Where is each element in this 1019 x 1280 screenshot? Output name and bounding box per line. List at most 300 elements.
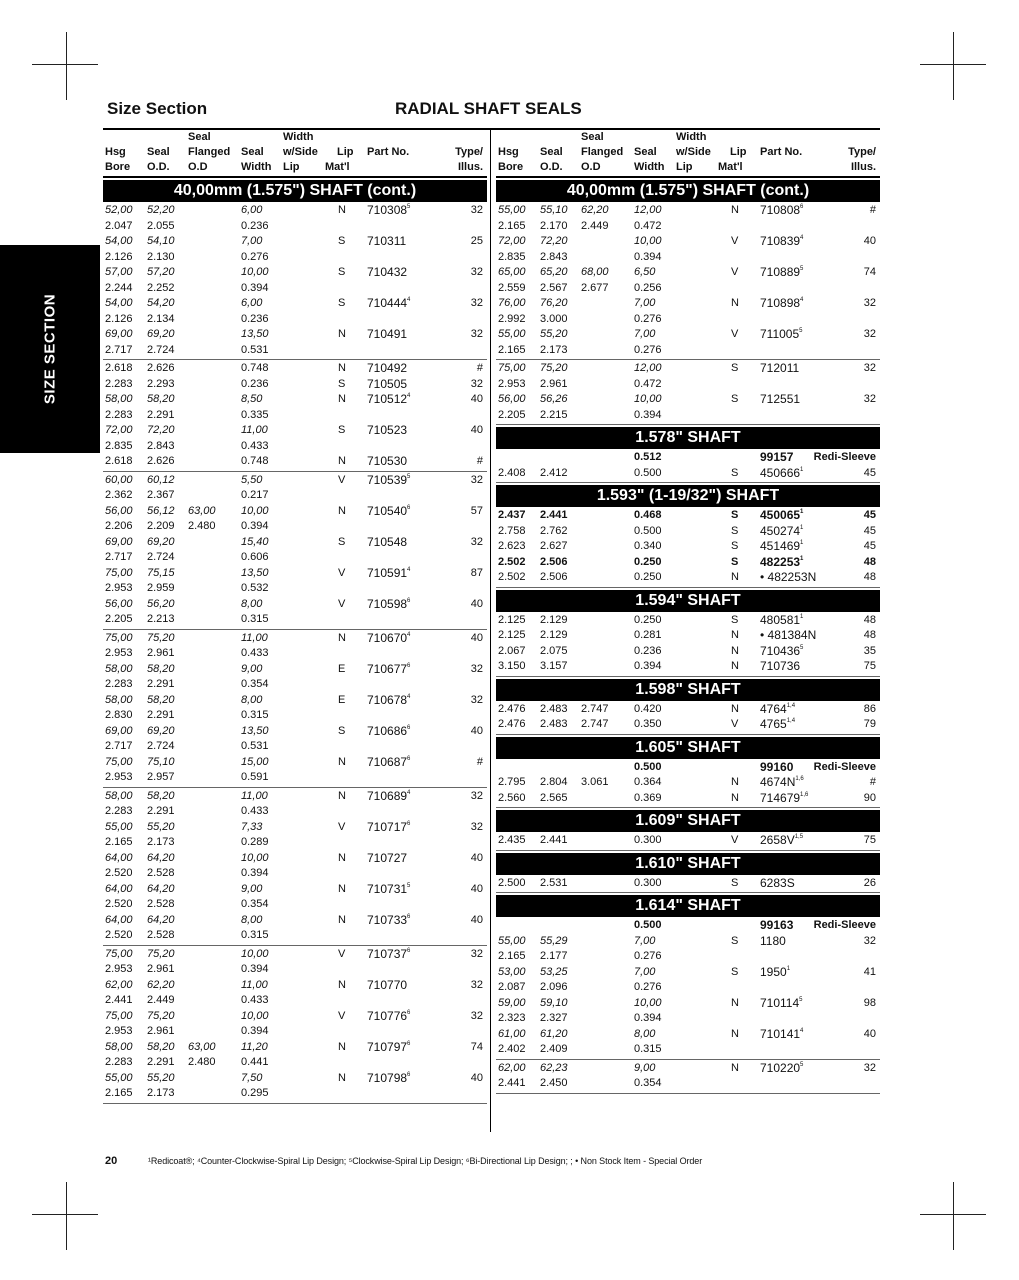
type-illus: 40 bbox=[863, 235, 876, 247]
inch-line bbox=[496, 644, 880, 660]
inch-line bbox=[103, 1055, 487, 1071]
seal-od: 75,20 bbox=[147, 1009, 175, 1022]
hsg-bore: 75,00 bbox=[105, 947, 133, 960]
hsg-bore: 2.165 bbox=[498, 343, 526, 356]
type-illus: 32 bbox=[470, 377, 483, 390]
part-number: 710839$^4$ bbox=[760, 234, 804, 248]
type-illus: # bbox=[869, 204, 876, 216]
row-group bbox=[496, 832, 880, 851]
inch-line bbox=[496, 717, 880, 733]
part-number: 710798$^6$ bbox=[367, 1070, 411, 1085]
table-row bbox=[496, 296, 880, 327]
table-body bbox=[496, 180, 880, 1094]
hsg-bore: 64,00 bbox=[105, 851, 133, 864]
type-illus: 40 bbox=[863, 1027, 876, 1040]
table-row bbox=[103, 947, 487, 978]
lip-material: S bbox=[338, 235, 346, 247]
type-illus: # bbox=[869, 776, 876, 788]
left-column bbox=[103, 130, 487, 1104]
metric-line bbox=[103, 755, 487, 771]
seal-width: 0.394 bbox=[634, 408, 662, 421]
table-row bbox=[103, 820, 487, 851]
table-row bbox=[103, 361, 487, 377]
inch-line bbox=[496, 702, 880, 718]
footnote-ref: 6 bbox=[407, 820, 411, 827]
lip-material: N bbox=[731, 1061, 739, 1074]
lip-material: V bbox=[338, 597, 346, 610]
metric-line bbox=[496, 1027, 880, 1043]
part-number: 710678$^4$ bbox=[367, 692, 411, 707]
hsg-bore: 76,00 bbox=[498, 297, 526, 309]
seal-width: 0.420 bbox=[634, 702, 662, 715]
seal-od: 2.252 bbox=[147, 281, 175, 294]
type-illus: # bbox=[476, 455, 483, 467]
hsg-bore: 2.437 bbox=[498, 509, 526, 521]
hsg-bore: 2.126 bbox=[105, 250, 133, 263]
footnotes: ¹Redicoat®; ⁴Counter-Clockwise-Spiral Lip Design; ⁵Clockwise-Spiral Lip Design; ⁶Bi-Directional Lip Design; ; • Non Stock Item - Special Order bbox=[148, 1156, 703, 1166]
row-group bbox=[496, 202, 880, 360]
row-group bbox=[496, 1060, 880, 1094]
seal-width: 10,00 bbox=[241, 851, 269, 864]
seal-width: 0.295 bbox=[241, 1087, 269, 1099]
type-illus: 40 bbox=[470, 913, 483, 926]
inch-line bbox=[103, 677, 487, 693]
lip-material: V bbox=[731, 718, 739, 730]
inch-line bbox=[103, 361, 487, 377]
type-illus: 32 bbox=[470, 473, 483, 486]
lip-material: N bbox=[731, 644, 739, 657]
table-row bbox=[103, 1071, 487, 1102]
lip-material: E bbox=[338, 662, 346, 675]
hsg-bore: 2.835 bbox=[105, 439, 133, 452]
seal-width: 0.394 bbox=[241, 520, 269, 532]
inch-line bbox=[103, 550, 487, 566]
seal-width: 0.354 bbox=[241, 678, 269, 690]
seal-width: 8,00 bbox=[634, 1027, 656, 1040]
inch-line bbox=[496, 1042, 880, 1058]
seal-width: 0.300 bbox=[634, 876, 662, 889]
part-number: 710737$^6$ bbox=[367, 946, 411, 961]
hsg-bore: 3.150 bbox=[498, 660, 526, 672]
seal-width: 0.591 bbox=[241, 771, 269, 783]
side-tab-label: SIZE SECTION bbox=[41, 293, 59, 405]
hsg-bore: 55,00 bbox=[498, 934, 526, 947]
type-illus: 40 bbox=[470, 424, 483, 436]
seal-width: 0.394 bbox=[241, 963, 269, 975]
hsg-bore: 2.476 bbox=[498, 718, 526, 730]
seal-od: 2.961 bbox=[147, 1025, 175, 1037]
metric-line bbox=[496, 203, 880, 219]
part-number: $4674N^{1,6}$ bbox=[760, 775, 804, 789]
hsg-bore: 55,00 bbox=[498, 204, 526, 216]
type-illus: 98 bbox=[863, 996, 876, 1009]
part-number: 710220$^5$ bbox=[760, 1060, 804, 1075]
part-number: 710770 bbox=[367, 977, 408, 992]
lip-material: V bbox=[338, 820, 346, 833]
flanged-od: 2.677 bbox=[581, 281, 609, 294]
seal-width: 0.236 bbox=[634, 644, 662, 657]
row-group bbox=[103, 472, 487, 630]
part-number: 710889$^5$ bbox=[760, 265, 804, 279]
type-illus: 48 bbox=[863, 613, 876, 626]
hsg-bore: 2.362 bbox=[105, 489, 133, 501]
part-number: 710432 bbox=[367, 265, 408, 279]
part-number: 710444$^4$ bbox=[367, 296, 411, 310]
header-type: Type/ bbox=[455, 146, 483, 158]
shaft-size-banner: 1.609" SHAFT bbox=[496, 810, 880, 832]
part-number: 1950$^1$ bbox=[760, 964, 791, 979]
flanged-od: 68,00 bbox=[581, 266, 609, 278]
table-row bbox=[103, 724, 487, 755]
seal-width: 0.236 bbox=[241, 377, 269, 390]
seal-od: 3.157 bbox=[540, 660, 568, 672]
lip-material: V bbox=[731, 266, 739, 278]
hsg-bore: 2.283 bbox=[105, 377, 133, 390]
hsg-bore: 62,00 bbox=[498, 1061, 526, 1074]
part-number: 710776$^6$ bbox=[367, 1008, 411, 1023]
inch-line bbox=[103, 739, 487, 755]
metric-line bbox=[103, 296, 487, 312]
seal-width: 0.748 bbox=[241, 455, 269, 467]
type-illus: 32 bbox=[863, 328, 876, 340]
header-hsg: Hsg bbox=[498, 146, 519, 158]
seal-od: 54,20 bbox=[147, 297, 175, 309]
header-od: O.D. bbox=[540, 161, 563, 173]
seal-od: 75,10 bbox=[147, 755, 175, 768]
table-row bbox=[496, 203, 880, 234]
header-wside: w/Side bbox=[283, 146, 318, 158]
lip-material: N bbox=[731, 629, 739, 641]
lip-material: N bbox=[338, 328, 346, 340]
metric-line bbox=[103, 882, 487, 898]
seal-width: 0.472 bbox=[634, 377, 662, 390]
footnote-ref: 6 bbox=[407, 1040, 411, 1047]
footnote-ref: 1,6 bbox=[795, 776, 804, 782]
seal-width: 0.335 bbox=[241, 408, 269, 421]
metric-line bbox=[103, 662, 487, 678]
header-flanged: Flanged bbox=[188, 146, 231, 158]
inch-line bbox=[496, 450, 880, 466]
hsg-bore: 2.125 bbox=[498, 613, 526, 626]
lip-material: S bbox=[338, 535, 346, 548]
metric-line bbox=[496, 265, 880, 281]
inch-line bbox=[103, 708, 487, 724]
type-illus: 32 bbox=[863, 393, 876, 405]
part-number: 710311 bbox=[367, 234, 407, 248]
hsg-bore: 56,00 bbox=[498, 393, 526, 405]
part-number: 99163 bbox=[760, 918, 794, 932]
seal-width: 0.315 bbox=[241, 709, 269, 721]
inch-line bbox=[103, 1024, 487, 1040]
table-row bbox=[496, 791, 880, 807]
row-group bbox=[496, 917, 880, 1060]
table-row bbox=[496, 234, 880, 265]
crop-mark bbox=[32, 64, 98, 65]
seal-od: 58,20 bbox=[147, 1040, 175, 1053]
hsg-bore: 72,00 bbox=[498, 235, 526, 247]
inch-line bbox=[496, 791, 880, 807]
hsg-bore: 2.623 bbox=[498, 540, 526, 552]
crop-mark bbox=[32, 1214, 98, 1215]
lip-material: S bbox=[731, 876, 739, 889]
seal-od: 2.961 bbox=[147, 963, 175, 975]
seal-od: 2.327 bbox=[540, 1012, 568, 1024]
metric-line bbox=[103, 913, 487, 929]
hsg-bore: 2.125 bbox=[498, 629, 526, 641]
table-row bbox=[103, 203, 487, 234]
header-part-no: Part No. bbox=[760, 146, 803, 158]
part-number: 450666$^1$ bbox=[760, 465, 804, 480]
footnote-ref: 4 bbox=[407, 631, 411, 638]
footnote-ref: 4 bbox=[407, 789, 411, 796]
part-number: 451469$^1$ bbox=[760, 539, 804, 553]
seal-od: 2.567 bbox=[540, 281, 568, 294]
metric-line bbox=[103, 392, 487, 408]
seal-width: 11,20 bbox=[241, 1040, 268, 1053]
seal-width: 10,00 bbox=[241, 504, 269, 517]
table-row bbox=[103, 535, 487, 566]
seal-width: 9,00 bbox=[241, 662, 263, 675]
row-group bbox=[496, 701, 880, 735]
footnote-ref: 5 bbox=[799, 996, 803, 1003]
part-number: 99160 bbox=[760, 759, 794, 774]
type-illus: 32 bbox=[470, 1009, 483, 1022]
footnote-ref: 5 bbox=[407, 882, 411, 889]
inch-line bbox=[103, 377, 487, 393]
metric-line bbox=[496, 934, 880, 950]
type-illus: 32 bbox=[470, 662, 483, 675]
footnote-ref: 6 bbox=[407, 1071, 411, 1078]
seal-od: 2.961 bbox=[540, 377, 568, 390]
hsg-bore: 2.717 bbox=[105, 551, 133, 563]
seal-od: 2.804 bbox=[540, 776, 568, 788]
part-number: 710548 bbox=[367, 534, 408, 549]
hsg-bore: 2.165 bbox=[105, 836, 133, 848]
seal-od: 2.528 bbox=[147, 898, 175, 910]
metric-line bbox=[103, 820, 487, 836]
seal-width: 0.500 bbox=[634, 919, 662, 931]
hsg-bore: 2.795 bbox=[498, 776, 526, 788]
lip-material: S bbox=[731, 540, 739, 552]
metric-line bbox=[103, 327, 487, 343]
seal-width: 15,00 bbox=[241, 755, 269, 768]
page-number: 20 bbox=[105, 1155, 118, 1167]
crop-mark bbox=[953, 32, 954, 100]
lip-material: S bbox=[731, 393, 739, 405]
lip-material: N bbox=[338, 504, 346, 517]
lip-material: S bbox=[731, 466, 739, 479]
table-row bbox=[496, 918, 880, 934]
seal-od: 2.724 bbox=[147, 343, 175, 356]
seal-od: 2.441 bbox=[540, 834, 568, 846]
footnote-ref: 5 bbox=[800, 1061, 804, 1068]
seal-od: 2.626 bbox=[147, 362, 175, 374]
part-number: 710539$^5$ bbox=[367, 472, 411, 487]
hsg-bore: 2.559 bbox=[498, 281, 526, 294]
seal-od: 53,25 bbox=[540, 965, 568, 978]
seal-od: 2.483 bbox=[540, 718, 568, 730]
inch-line bbox=[496, 1011, 880, 1027]
inch-line bbox=[496, 524, 880, 540]
type-illus: 74 bbox=[470, 1040, 483, 1053]
row-group bbox=[103, 630, 487, 788]
seal-width: 10,00 bbox=[241, 266, 269, 278]
inch-line bbox=[103, 866, 487, 882]
table-row bbox=[496, 361, 880, 392]
part-number: 710687$^6$ bbox=[367, 754, 411, 769]
seal-od: 2.843 bbox=[540, 250, 568, 263]
seal-od: 52,20 bbox=[147, 204, 175, 216]
seal-width: 7,33 bbox=[241, 820, 263, 833]
lip-material: N bbox=[338, 1071, 346, 1084]
table-row bbox=[103, 913, 487, 944]
seal-width: 0.369 bbox=[634, 791, 662, 804]
lip-material: S bbox=[338, 266, 346, 278]
lip-material: N bbox=[731, 1027, 739, 1040]
header-bore: Bore bbox=[105, 161, 131, 173]
lip-material: S bbox=[338, 377, 346, 390]
seal-od: 2.291 bbox=[147, 709, 175, 721]
seal-width: 0.532 bbox=[241, 582, 269, 594]
type-illus: 45 bbox=[863, 466, 876, 479]
inch-line bbox=[103, 281, 487, 297]
seal-od: 2.291 bbox=[147, 408, 175, 421]
type-illus: Redi-Sleeve bbox=[813, 919, 876, 931]
seal-od: 2.291 bbox=[147, 1056, 175, 1068]
part-number: 710491 bbox=[367, 327, 408, 341]
crop-mark bbox=[66, 32, 67, 100]
hsg-bore: 2.953 bbox=[105, 1025, 133, 1037]
flanged-od: 2.449 bbox=[581, 219, 609, 232]
lip-material: N bbox=[338, 978, 346, 991]
inch-line bbox=[103, 612, 487, 628]
hsg-bore: 2.953 bbox=[498, 377, 526, 390]
seal-od: 55,20 bbox=[147, 1071, 175, 1084]
table-row bbox=[103, 265, 487, 296]
seal-width: 0.531 bbox=[241, 740, 269, 752]
seal-width: 0.364 bbox=[634, 776, 662, 788]
seal-od: 2.291 bbox=[147, 678, 175, 690]
table-row bbox=[103, 851, 487, 882]
table-row bbox=[496, 613, 880, 629]
shaft-size-banner: 1.614" SHAFT bbox=[496, 895, 880, 917]
hsg-bore: 64,00 bbox=[105, 882, 133, 895]
type-illus: 75 bbox=[863, 834, 876, 846]
seal-od: 2.213 bbox=[147, 613, 175, 625]
type-illus: 32 bbox=[863, 934, 876, 947]
type-illus: 40 bbox=[470, 882, 483, 895]
seal-width: 0.531 bbox=[241, 343, 269, 356]
table-row bbox=[103, 327, 487, 358]
inch-line bbox=[496, 281, 880, 297]
part-number: 710436$^5$ bbox=[760, 643, 804, 658]
table-row bbox=[496, 775, 880, 791]
inch-line bbox=[103, 219, 487, 235]
inch-line bbox=[103, 770, 487, 786]
table-row bbox=[496, 934, 880, 965]
table-row bbox=[103, 473, 487, 504]
table-row bbox=[103, 662, 487, 693]
table-row bbox=[103, 789, 487, 820]
footnote-ref: 6 bbox=[407, 1009, 411, 1016]
lip-material: N bbox=[338, 631, 346, 644]
inch-line bbox=[103, 646, 487, 662]
inch-line bbox=[496, 918, 880, 934]
hsg-bore: 2.205 bbox=[105, 613, 133, 625]
table-row bbox=[103, 1009, 487, 1040]
seal-width: 0.289 bbox=[241, 836, 269, 848]
hsg-bore: 2.953 bbox=[105, 582, 133, 594]
table-row bbox=[496, 717, 880, 733]
header-width2: Width bbox=[634, 161, 665, 173]
lip-material: N bbox=[338, 882, 346, 895]
hsg-bore: 2.520 bbox=[105, 929, 133, 941]
inch-line bbox=[496, 377, 880, 393]
lip-material: N bbox=[338, 851, 346, 864]
hsg-bore: 58,00 bbox=[105, 789, 133, 802]
hsg-bore: 58,00 bbox=[105, 393, 133, 405]
seal-width: 0.472 bbox=[634, 219, 662, 232]
inch-line bbox=[103, 1086, 487, 1102]
crop-mark bbox=[920, 64, 986, 65]
table-row bbox=[496, 628, 880, 644]
seal-width: 0.433 bbox=[241, 994, 269, 1006]
hsg-bore: 2.441 bbox=[498, 1077, 526, 1089]
inch-line bbox=[496, 508, 880, 524]
footnote-ref: 5 bbox=[800, 266, 804, 272]
table-row bbox=[496, 876, 880, 892]
inch-line bbox=[103, 250, 487, 266]
type-illus: 86 bbox=[863, 702, 876, 715]
seal-width: 0.468 bbox=[634, 509, 662, 521]
seal-width: 11,00 bbox=[241, 978, 268, 991]
table-row bbox=[496, 327, 880, 358]
footnote-ref: 4 bbox=[407, 693, 411, 700]
seal-width: 0.433 bbox=[241, 647, 269, 659]
part-number: 710512$^4$ bbox=[367, 392, 411, 406]
inch-line bbox=[103, 993, 487, 1009]
header-seal: Seal bbox=[581, 131, 604, 143]
type-illus: 25 bbox=[470, 235, 483, 247]
seal-od: 2.291 bbox=[147, 805, 175, 817]
lip-material: N bbox=[731, 776, 739, 788]
flanged-od: 2.480 bbox=[188, 1056, 216, 1068]
type-illus: 32 bbox=[470, 789, 483, 802]
seal-od: 69,20 bbox=[147, 724, 175, 737]
lip-material: N bbox=[338, 1040, 346, 1053]
type-illus: 87 bbox=[470, 566, 483, 579]
seal-od: 2.565 bbox=[540, 791, 568, 804]
seal-width: 7,00 bbox=[241, 235, 263, 247]
seal-od: 58,20 bbox=[147, 662, 175, 675]
table-row bbox=[496, 760, 880, 776]
header-illus: Illus. bbox=[850, 161, 876, 173]
type-illus: # bbox=[476, 755, 483, 768]
seal-width: 7,00 bbox=[634, 934, 656, 947]
hsg-bore: 69,00 bbox=[105, 328, 133, 340]
inch-line bbox=[103, 454, 487, 470]
seal-od: 64,20 bbox=[147, 882, 175, 895]
part-number: 710727 bbox=[367, 850, 408, 865]
hsg-bore: 2.283 bbox=[105, 408, 133, 421]
seal-width: 0.441 bbox=[241, 1056, 269, 1068]
part-number: 710598$^6$ bbox=[367, 596, 411, 611]
table-row bbox=[496, 644, 880, 660]
seal-width: 0.354 bbox=[634, 1077, 662, 1089]
footnote-ref: 4 bbox=[407, 566, 411, 573]
lip-material: S bbox=[731, 965, 739, 978]
seal-width: 0.250 bbox=[634, 571, 662, 583]
